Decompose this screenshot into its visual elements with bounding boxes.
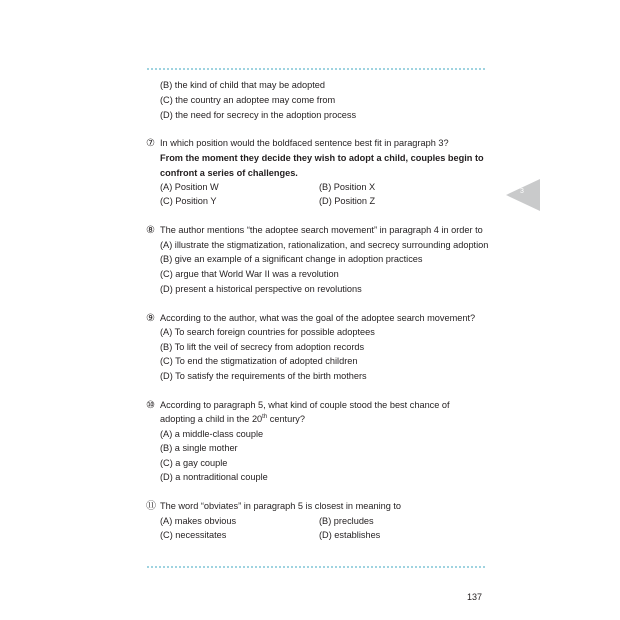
q8-option-d: (D) present a historical perspective on revolutions xyxy=(160,284,362,294)
q10-stem-line2-text: adopting a child in the 20 xyxy=(160,414,263,424)
page-number: 137 xyxy=(467,592,483,602)
q8-number: ⑧ xyxy=(146,225,155,236)
q10-option-d: (D) a nontraditional couple xyxy=(160,472,268,482)
q9-option-b: (B) To lift the veil of secrecy from adoption records xyxy=(160,342,365,352)
q11-option-d: (D) establishes xyxy=(319,530,381,540)
q11-option-c: (C) necessitates xyxy=(160,530,227,540)
q10-option-b: (B) a single mother xyxy=(160,443,238,453)
q9-option-d: (D) To satisfy the requirements of the birth mothers xyxy=(160,371,367,381)
q7-option-c: (C) Position Y xyxy=(160,196,217,206)
q9-number: ⑨ xyxy=(146,313,155,324)
q7-option-d: (D) Position Z xyxy=(319,196,376,206)
q11-number: ⑪ xyxy=(146,501,156,512)
q9-option-c: (C) To end the stigmatization of adopted children xyxy=(160,356,358,366)
q8-stem: The author mentions “the adoptee search movement” in paragraph 4 in order to xyxy=(160,225,483,235)
q10-option-a: (A) a middle-class couple xyxy=(160,429,264,439)
q8-option-b: (B) give an example of a significant change in adoption practices xyxy=(160,254,423,264)
q10-stem-superscript: th xyxy=(262,413,268,420)
q7-number: ⑦ xyxy=(146,138,155,149)
q10-option-c: (C) a gay couple xyxy=(160,458,228,468)
q7-option-b: (B) Position X xyxy=(319,182,376,192)
top-divider xyxy=(147,68,485,70)
q6-option-c: (C) the country an adoptee may come from xyxy=(160,95,336,105)
q9-stem: According to the author, what was the goal of the adoptee search movement? xyxy=(160,313,476,323)
q6-option-b: (B) the kind of child that may be adopted xyxy=(160,80,325,90)
q10-stem-line1: According to paragraph 5, what kind of couple stood the best chance of xyxy=(160,400,450,410)
q8-option-c: (C) argue that World War II was a revolution xyxy=(160,269,339,279)
q6-option-d: (D) the need for secrecy in the adoption process xyxy=(160,110,357,120)
q8-option-a: (A) illustrate the stigmatization, rationalization, and secrecy surrounding adoption xyxy=(160,240,489,250)
bottom-divider xyxy=(147,566,485,568)
q7-bold-sentence-line2: confront a series of challenges. xyxy=(160,168,298,178)
q7-option-a: (A) Position W xyxy=(160,182,219,192)
q10-number: ⑩ xyxy=(146,400,155,411)
q9-option-a: (A) To search foreign countries for possible adoptees xyxy=(160,327,375,337)
q11-stem: The word “obviates” in paragraph 5 is closest in meaning to xyxy=(160,501,402,511)
q10-stem-line2-end: century? xyxy=(267,414,305,424)
chapter-tab-number: 3 xyxy=(520,188,524,195)
q11-option-b: (B) precludes xyxy=(319,516,374,526)
q7-bold-sentence-line1: From the moment they decide they wish to adopt a child, couples begin to xyxy=(160,153,484,163)
q7-stem: In which position would the boldfaced sentence best fit in paragraph 3? xyxy=(160,138,449,148)
q10-stem-line2 xyxy=(160,414,305,425)
q11-option-a: (A) makes obvious xyxy=(160,516,237,526)
